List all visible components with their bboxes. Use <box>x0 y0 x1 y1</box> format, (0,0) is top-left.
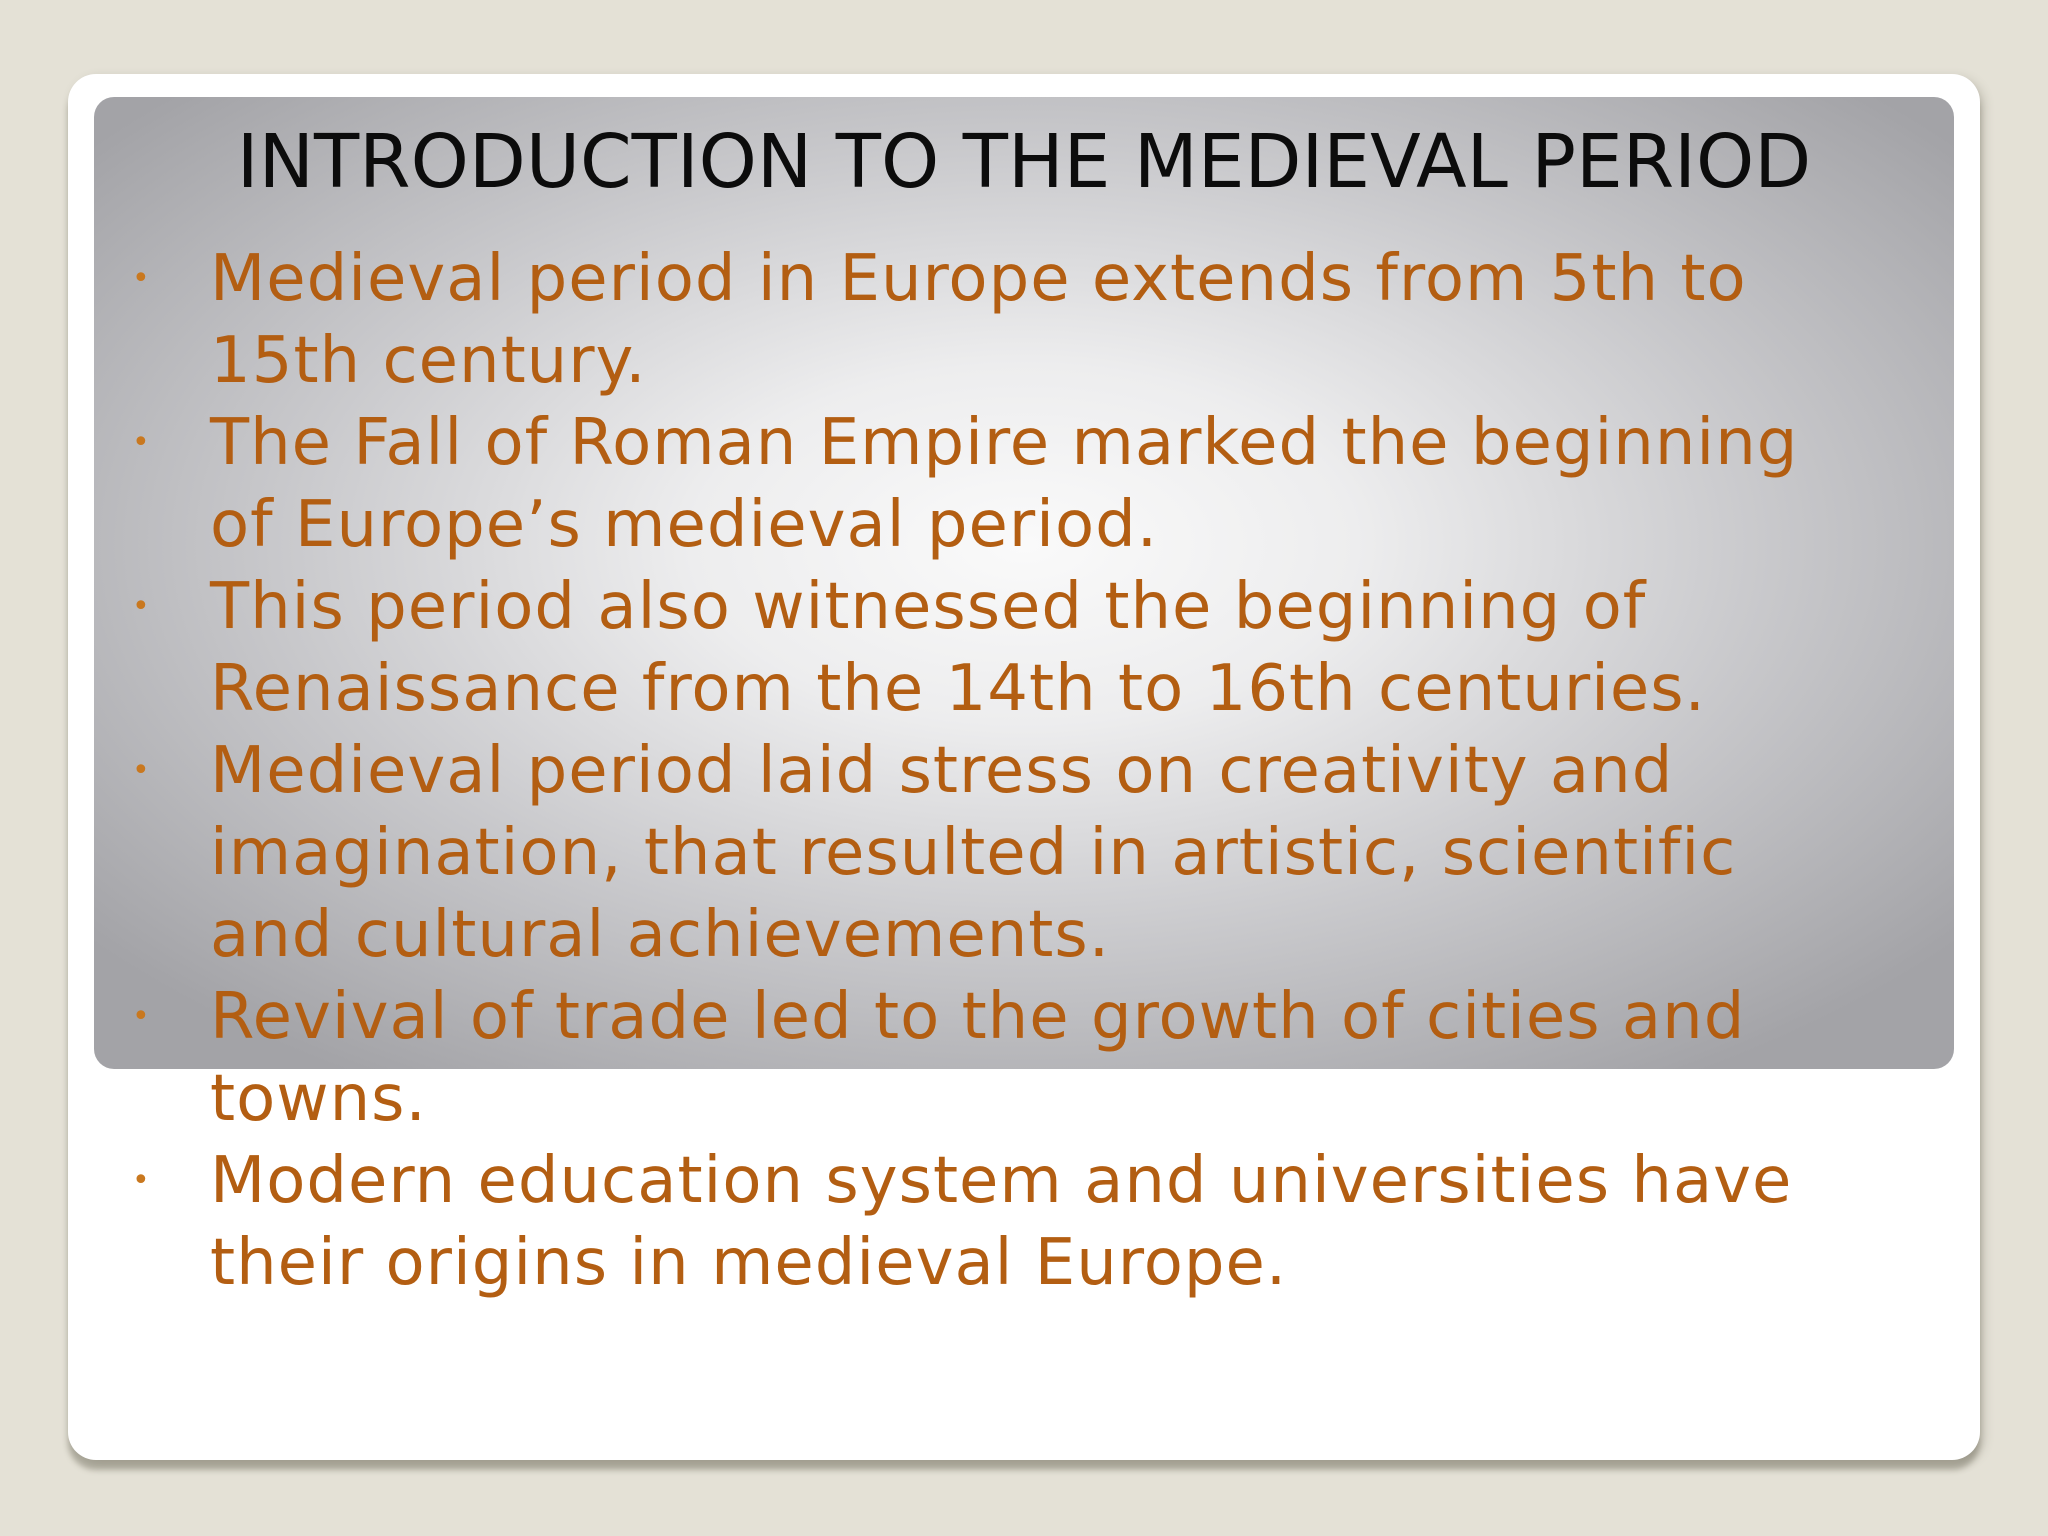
bullet-dot-icon: • <box>132 425 151 460</box>
bullet-list <box>130 238 1930 1304</box>
bullet-text-line: The Fall of Roman Empire marked the beginning <box>210 406 1799 480</box>
bullet-item <box>130 1140 1930 1304</box>
bullet-text-line: their origins in medieval Europe. <box>210 1226 1288 1300</box>
bullet-text-line: Modern education system and universities have <box>210 1144 1793 1218</box>
bullet-dot-icon: • <box>132 753 151 788</box>
bullet-item <box>130 976 1930 1140</box>
bullet-dot-icon: • <box>132 1163 151 1198</box>
bullet-text-line: Revival of trade led to the growth of cities and <box>210 980 1746 1054</box>
bullet-text-line: This period also witnessed the beginning of <box>210 570 1647 644</box>
bullet-text-line: of Europe’s medieval period. <box>210 488 1159 562</box>
bullet-text-line: 15th century. <box>210 324 647 398</box>
bullet-item <box>130 566 1930 730</box>
bullet-item <box>130 402 1930 566</box>
slide-title: INTRODUCTION TO THE MEDIEVAL PERIOD <box>236 119 1812 205</box>
bullet-item <box>130 730 1930 976</box>
bullet-dot-icon: • <box>132 999 151 1034</box>
bullet-text-line: imagination, that resulted in artistic, scientific <box>210 816 1737 890</box>
bullet-dot-icon: • <box>132 261 151 296</box>
bullet-text-line: and cultural achievements. <box>210 898 1111 972</box>
bullet-text-line: Medieval period in Europe extends from 5th to <box>210 242 1747 316</box>
bullet-text-line: Medieval period laid stress on creativity and <box>210 734 1674 808</box>
bullet-dot-icon: • <box>132 589 151 624</box>
bullet-item <box>130 238 1930 402</box>
bullet-text-line: Renaissance from the 14th to 16th centuries. <box>210 652 1706 726</box>
bullet-text-line: towns. <box>210 1062 427 1136</box>
